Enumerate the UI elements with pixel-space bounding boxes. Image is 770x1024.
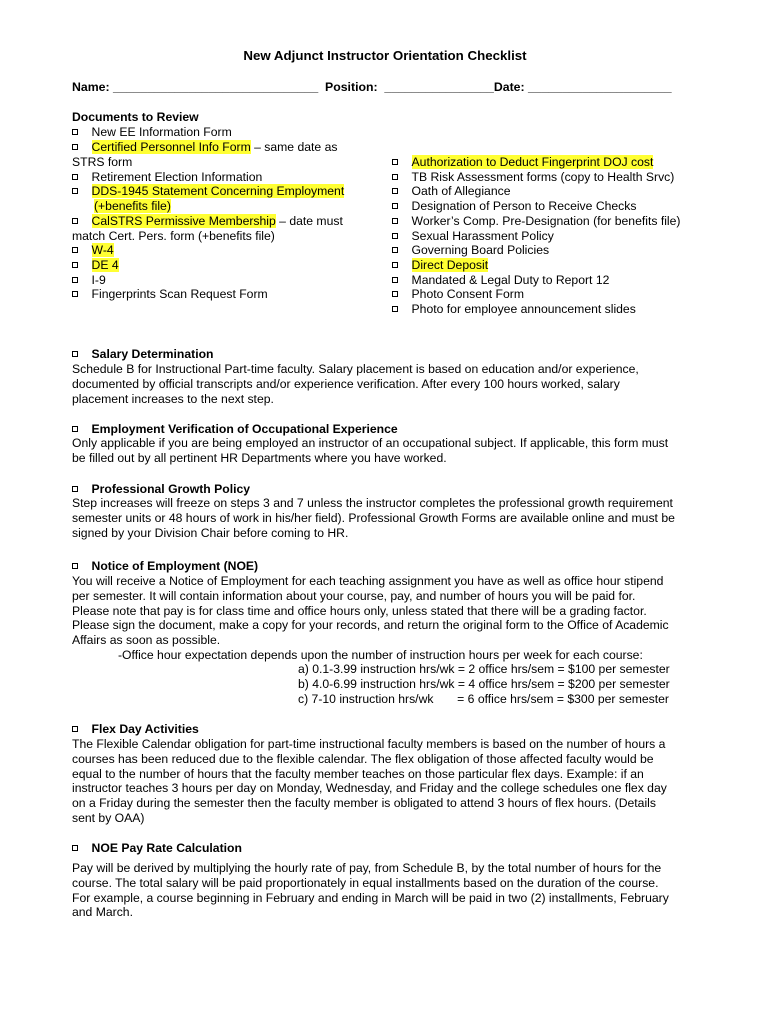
checkbox-icon[interactable] xyxy=(392,247,398,253)
checkbox-icon[interactable] xyxy=(72,486,78,492)
checkbox-icon[interactable] xyxy=(392,188,398,194)
page-title: New Adjunct Instructor Orientation Checklist xyxy=(243,48,527,63)
doc-item-certified-personnel: Certified Personnel Info Form – same date as xyxy=(72,140,337,155)
noe-heading: Notice of Employment (NOE) xyxy=(72,559,258,573)
flex-heading: Flex Day Activities xyxy=(72,722,199,736)
office-hour-tier-a: a) 0.1-3.99 instruction hrs/wk = 2 office hrs/sem = $100 per semester xyxy=(298,662,670,676)
checkbox-icon[interactable] xyxy=(72,563,78,569)
office-hour-expectation: -Office hour expectation depends upon the number of instruction hours per week for each course: xyxy=(118,648,643,662)
flex-paragraph: The Flexible Calendar obligation for part-time instructional faculty members is based on the number of hours a courses has been reduced due to the flexible calendar. The flex obligation of those affected faculty would be equal to the number of hours that the faculty member teaches on those particular flex days. Example: if an instructor teaches 3 hours per day on Monday, Wednesday, and Friday and the college schedules one flex day on a Friday during the semester then the faculty member is obligated to attend 3 hours of flex hours. (Details sent by OAA) xyxy=(72,737,667,825)
doc-item-i9: I-9 xyxy=(72,273,106,288)
checkbox-icon[interactable] xyxy=(72,144,78,150)
growth-heading: Professional Growth Policy xyxy=(72,482,250,496)
employment-heading: Employment Verification of Occupational Experience xyxy=(72,422,398,436)
checkbox-icon[interactable] xyxy=(392,233,398,239)
checkbox-icon[interactable] xyxy=(72,291,78,297)
doc-item-dds-1945: DDS-1945 Statement Concerning Employment xyxy=(72,184,344,199)
doc-item-doj-cost: Authorization to Deduct Fingerprint DOJ cost xyxy=(392,155,653,170)
checkbox-icon[interactable] xyxy=(72,247,78,253)
checkbox-icon[interactable] xyxy=(72,351,78,357)
doc-item-photo-slides: Photo for employee announcement slides xyxy=(392,302,636,317)
documents-heading: Documents to Review xyxy=(72,110,199,124)
doc-item-strs-continuation: STRS form xyxy=(72,155,133,169)
doc-item-board-policies: Governing Board Policies xyxy=(392,243,549,258)
growth-paragraph: Step increases will freeze on steps 3 and 7 unless the instructor completes the professional growth requirement semester units or 48 hours of work in his/her field). Professional Growth Forms are available online and must be signed by your Division Chair before coming to HR. xyxy=(72,496,675,540)
doc-item-benefits-file: (+benefits file) xyxy=(94,199,171,213)
checkbox-icon[interactable] xyxy=(72,277,78,283)
checkbox-icon[interactable] xyxy=(392,159,398,165)
checkbox-icon[interactable] xyxy=(392,203,398,209)
noe-paragraph: You will receive a Notice of Employment for each teaching assignment you have as well as office hour stipend per semester. It will contain information about your course, pay, and number of hours you will be paid for. Please note that pay is for class time and office hours only, unless stated that there will be a grading factor. Please sign the document, make a copy for your records, and return the original form to the Office of Academic Affairs as soon as possible. xyxy=(72,574,669,647)
checkbox-icon[interactable] xyxy=(72,218,78,224)
doc-item-workers-comp: Worker’s Comp. Pre-Designation (for benefits file) xyxy=(392,214,680,229)
checkbox-icon[interactable] xyxy=(72,426,78,432)
employment-paragraph: Only applicable if you are being employed an instructor of an occupational subject. If applicable, this form must be filled out by all pertinent HR Departments where you have worked. xyxy=(72,436,669,465)
doc-item-photo-consent: Photo Consent Form xyxy=(392,287,524,302)
office-hour-tier-c: c) 7-10 instruction hrs/wk = 6 office hrs/sem = $300 per semester xyxy=(298,692,669,706)
checkbox-icon[interactable] xyxy=(392,277,398,283)
office-hour-tier-b: b) 4.0-6.99 instruction hrs/wk = 4 office hrs/sem = $200 per semester xyxy=(298,677,670,691)
checkbox-icon[interactable] xyxy=(392,174,398,180)
checkbox-icon[interactable] xyxy=(72,188,78,194)
checkbox-icon[interactable] xyxy=(392,306,398,312)
doc-item-w4: W-4 xyxy=(72,243,114,258)
checkbox-icon[interactable] xyxy=(72,262,78,268)
checkbox-icon[interactable] xyxy=(72,129,78,135)
checkbox-icon[interactable] xyxy=(392,291,398,297)
salary-paragraph: Schedule B for Instructional Part-time faculty. Salary placement is based on education and/or experience, documented by official transcripts and/or experience verification. After every 100 hours worked, salary placement increases to the next step. xyxy=(72,362,639,406)
checkbox-icon[interactable] xyxy=(72,845,78,851)
doc-item-oath: Oath of Allegiance xyxy=(392,184,510,199)
doc-item-mandated-duty: Mandated & Legal Duty to Report 12 xyxy=(392,273,609,288)
doc-item-fingerprints: Fingerprints Scan Request Form xyxy=(72,287,268,302)
payrate-paragraph: Pay will be derived by multiplying the hourly rate of pay, from Schedule B, by the total number of hours for the course. The total salary will be paid proportionately in equal installments based on the duration of the course. For example, a course beginning in February and ending in March will be paid in two (2) installments, February and March. xyxy=(72,861,669,920)
payrate-heading: NOE Pay Rate Calculation xyxy=(72,841,242,855)
doc-item-designation-checks: Designation of Person to Receive Checks xyxy=(392,199,636,214)
doc-item-de4: DE 4 xyxy=(72,258,119,273)
doc-item-direct-deposit: Direct Deposit xyxy=(392,258,488,273)
salary-heading: Salary Determination xyxy=(72,347,213,361)
doc-item-harassment: Sexual Harassment Policy xyxy=(392,229,554,244)
doc-item-calstrs-continuation: match Cert. Pers. form (+benefits file) xyxy=(72,229,275,243)
name-position-date-line: Name: ______________________________ Position: ________________Date: _____________________ xyxy=(72,80,672,94)
checkbox-icon[interactable] xyxy=(72,174,78,180)
doc-item-calstrs: CalSTRS Permissive Membership – date must xyxy=(72,214,343,229)
checkbox-icon[interactable] xyxy=(392,262,398,268)
doc-item-retirement-election: Retirement Election Information xyxy=(72,170,262,185)
checkbox-icon[interactable] xyxy=(72,726,78,732)
doc-item-new-ee: New EE Information Form xyxy=(72,125,232,140)
checkbox-icon[interactable] xyxy=(392,218,398,224)
doc-item-tb-risk: TB Risk Assessment forms (copy to Health Srvc) xyxy=(392,170,674,185)
